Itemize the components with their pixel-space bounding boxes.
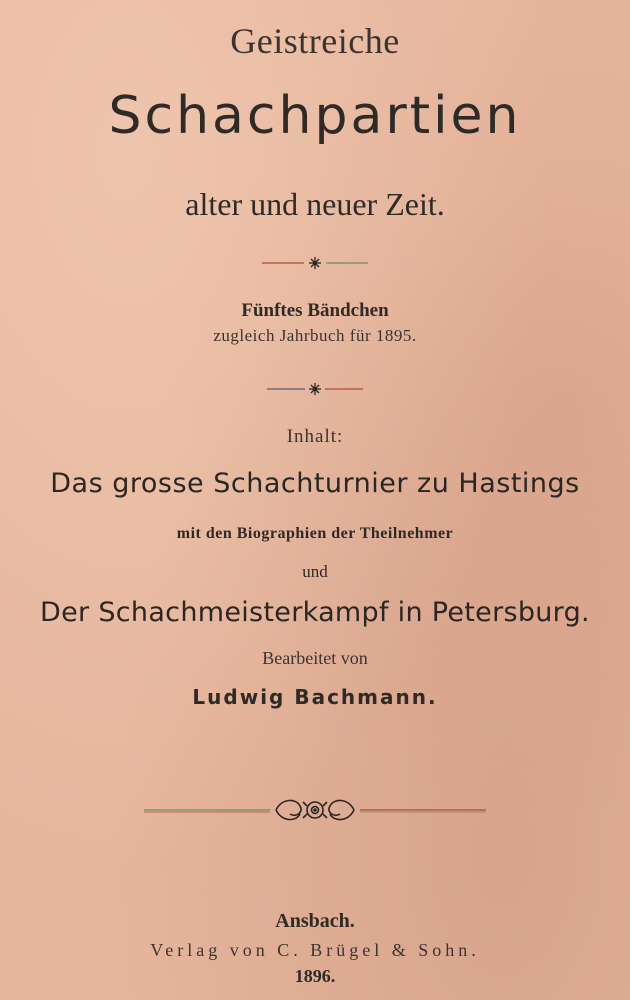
imprint-publisher: Verlag von C. Brügel & Sohn. (150, 940, 480, 960)
imprint-place: Ansbach. (275, 910, 355, 932)
floral-rule-ornament-icon (0, 792, 630, 828)
editor-label: Bearbeitet von (262, 648, 368, 668)
volume-label: Fünftes Bändchen (241, 300, 389, 321)
title-line-3: alter und neuer Zeit. (185, 186, 445, 222)
title-line-2: Schachpartien (108, 86, 522, 146)
star-rule-ornament-icon (0, 382, 630, 396)
title-line-1: Geistreiche (230, 21, 400, 61)
contents-item-note: mit den Biographien der Theilnehmer (176, 525, 454, 542)
editor-name: Ludwig Bachmann. (192, 685, 438, 709)
imprint-year: 1896. (294, 966, 336, 986)
contents-item-hastings: Das grosse Schachturnier zu Hastings (50, 468, 580, 499)
star-rule-ornament-icon (0, 256, 630, 270)
contents-conjunction: und (302, 562, 328, 581)
contents-item-petersburg: Der Schachmeisterkampf in Petersburg. (40, 597, 590, 628)
contents-heading: Inhalt: (286, 426, 344, 447)
volume-subtitle: zugleich Jahrbuch für 1895. (213, 326, 417, 345)
